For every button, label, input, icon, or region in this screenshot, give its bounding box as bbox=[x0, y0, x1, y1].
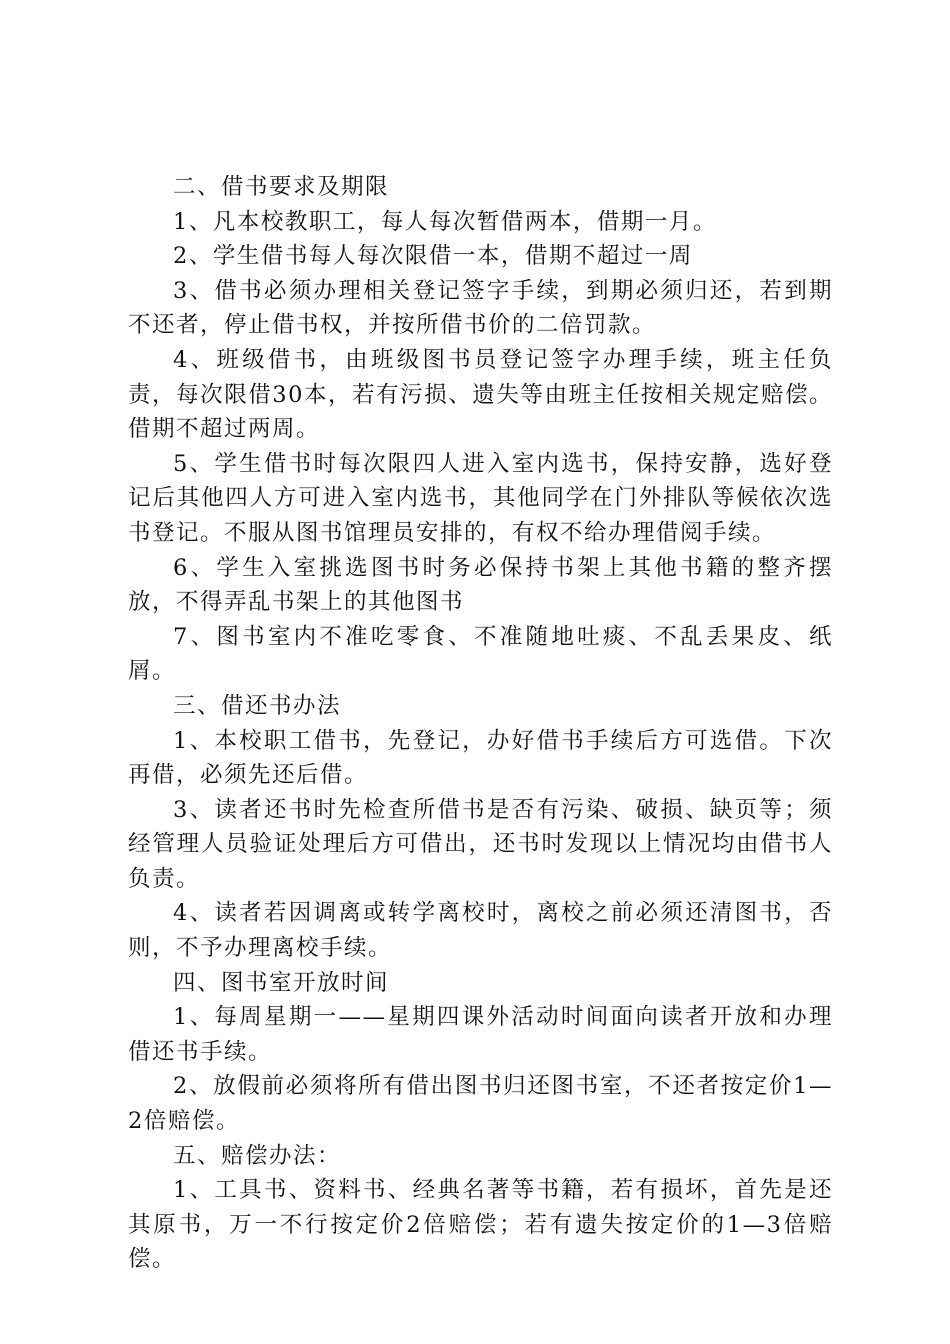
paragraph-holiday-return: 2、放假前必须将所有借出图书归还图书室，不还者按定价1—2倍赔偿。 bbox=[128, 1073, 833, 1135]
paragraph-registration-procedure: 3、借书必须办理相关登记签字手续，到期必须归还，若到期不还者，停止借书权，并按所借书价的二倍罚款。 bbox=[128, 277, 833, 339]
section-heading-borrowing-requirements: 二、借书要求及期限 bbox=[173, 174, 390, 200]
paragraph-class-borrowing: 4、班级借书，由班级图书员登记签字办理手续，班主任负责，每次限借30本，若有污损、遗失等由班主任按相关规定赔偿。借期不超过两周。 bbox=[128, 346, 833, 443]
paragraph-transfer-return: 4、读者若因调离或转学离校时，离校之前必须还清图书，否则，不予办理离校手续。 bbox=[128, 900, 833, 962]
paragraph-return-inspection: 3、读者还书时先检查所借书是否有污染、破损、缺页等；须经管理人员验证处理后方可借出，还书时发现以上情况均由借书人负责。 bbox=[128, 796, 833, 892]
section-heading-opening-hours: 四、图书室开放时间 bbox=[173, 969, 390, 996]
paragraph-compensation-rules: 1、工具书、资料书、经典名著等书籍，若有损坏，首先是还其原书，万一不行按定价2倍赔偿；若有遗失按定价的1—3倍赔偿。 bbox=[128, 1177, 833, 1273]
section-heading-borrow-return-method: 三、借还书办法 bbox=[173, 692, 342, 719]
paragraph-shelf-order: 6、学生入室挑选图书时务必保持书架上其他书籍的整齐摆放，不得弄乱书架上的其他图书 bbox=[128, 554, 833, 616]
paragraph-staff-borrowing: 1、凡本校教职工，每人每次暂借两本，借期一月。 bbox=[173, 208, 717, 235]
paragraph-room-entry-limit: 5、学生借书时每次限四人进入室内选书，保持安静，选好登记后其他四人方可进入室内选书，其他同学在门外排队等候依次选书登记。不服从图书馆理员安排的，有权不给办理借阅手续。 bbox=[128, 450, 833, 546]
paragraph-staff-borrow-method: 1、本校职工借书，先登记，办好借书手续后方可选借。下次再借，必须先还后借。 bbox=[128, 727, 833, 789]
section-heading-compensation: 五、赔偿办法： bbox=[173, 1142, 342, 1169]
paragraph-student-borrowing: 2、学生借书每人每次限借一本，借期不超过一周 bbox=[173, 243, 693, 270]
paragraph-weekly-hours: 1、每周星期一——星期四课外活动时间面向读者开放和办理借还书手续。 bbox=[128, 1004, 833, 1065]
document-body bbox=[128, 170, 833, 1277]
paragraph-room-conduct: 7、图书室内不准吃零食、不准随地吐痰、不乱丢果皮、纸屑。 bbox=[128, 623, 833, 685]
